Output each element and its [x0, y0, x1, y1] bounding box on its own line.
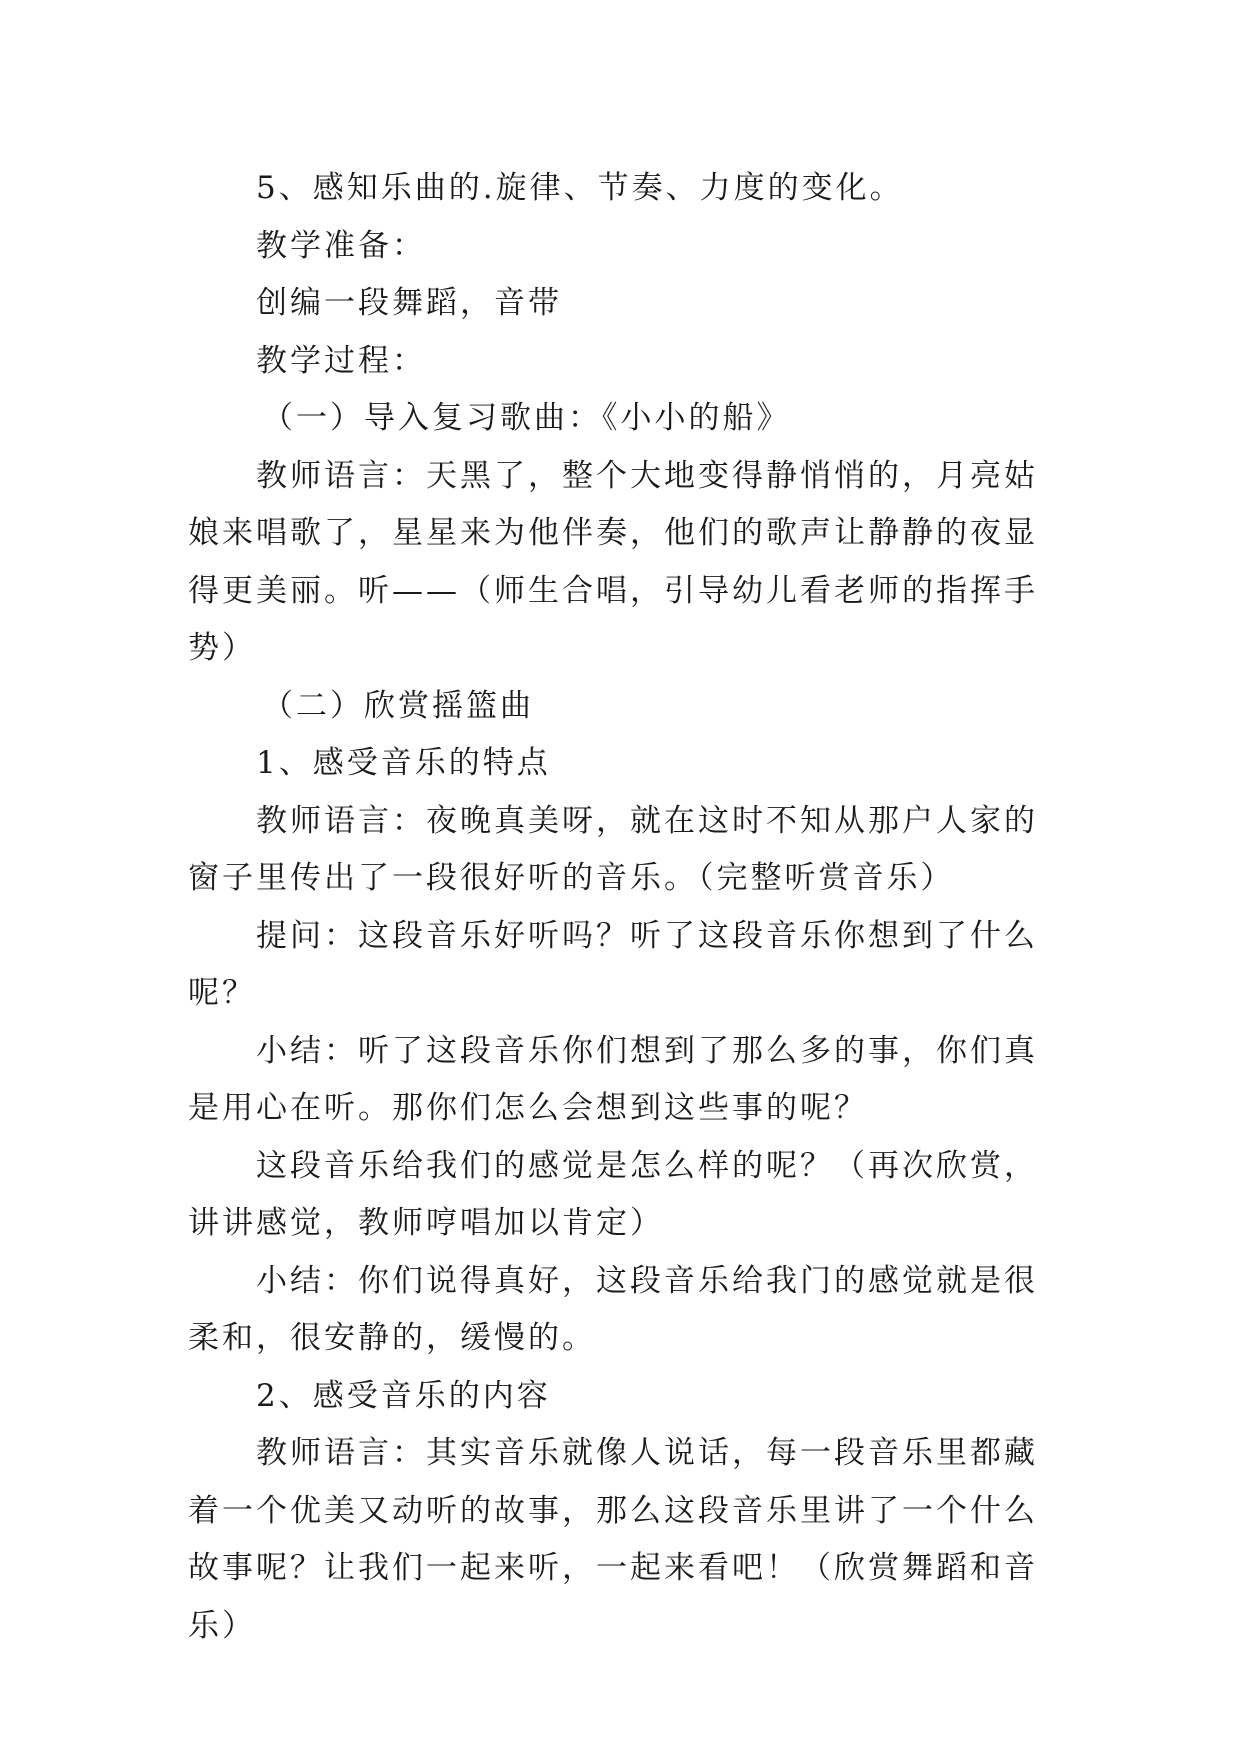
teaching-preparation-heading: 教学准备： — [256, 227, 426, 264]
feeling-paragraph: 这段音乐给我们的感觉是怎么样的呢？（再次欣赏，讲讲感觉，教师哼唱加以肯定） — [188, 1147, 1038, 1241]
section-1-heading: （一）导入复习歌曲：《小小的船》 — [262, 400, 791, 436]
section-2-heading: （二）欣赏摇篮曲 — [262, 687, 534, 724]
objective-item-5: 5、感知乐曲的.旋律、节奏、力度的变化。 — [256, 170, 904, 206]
teacher-speech-paragraph: 教师语言：天黑了，整个大地变得静悄悄的，月亮姑娘来唱歌了，星星来为他伴奏，他们的歌声让静静的夜显得更美丽。听——（师生合唱，引导幼儿看老师的指挥手势） — [188, 457, 1038, 666]
teaching-preparation-text: 创编一段舞蹈，音带 — [256, 285, 562, 321]
summary-paragraph: 小结：听了这段音乐你们想到了那么多的事，你们真是用心在听。那你们怎么会想到这些事的呢？ — [188, 1032, 1038, 1126]
step-1-heading: 1、感受音乐的特点 — [256, 745, 551, 781]
teacher-speech-paragraph: 教师语言：其实音乐就像人说话，每一段音乐里都藏着一个优美又动听的故事，那么这段音乐里讲了一个什么故事呢？让我们一起来听，一起来看吧！（欣赏舞蹈和音乐） — [188, 1435, 1038, 1644]
teacher-speech-paragraph: 教师语言：夜晚真美呀，就在这时不知从那户人家的窗子里传出了一段很好听的音乐。（完整听赏音乐） — [188, 802, 1038, 896]
summary-paragraph: 小结：你们说得真好，这段音乐给我门的感觉就是很柔和，很安静的，缓慢的。 — [188, 1262, 1038, 1356]
document-body — [188, 160, 1054, 1655]
step-2-heading: 2、感受音乐的内容 — [256, 1377, 551, 1414]
teaching-process-heading: 教学过程： — [256, 342, 426, 379]
question-paragraph: 提问：这段音乐好听吗？听了这段音乐你想到了什么呢？ — [188, 917, 1038, 1011]
